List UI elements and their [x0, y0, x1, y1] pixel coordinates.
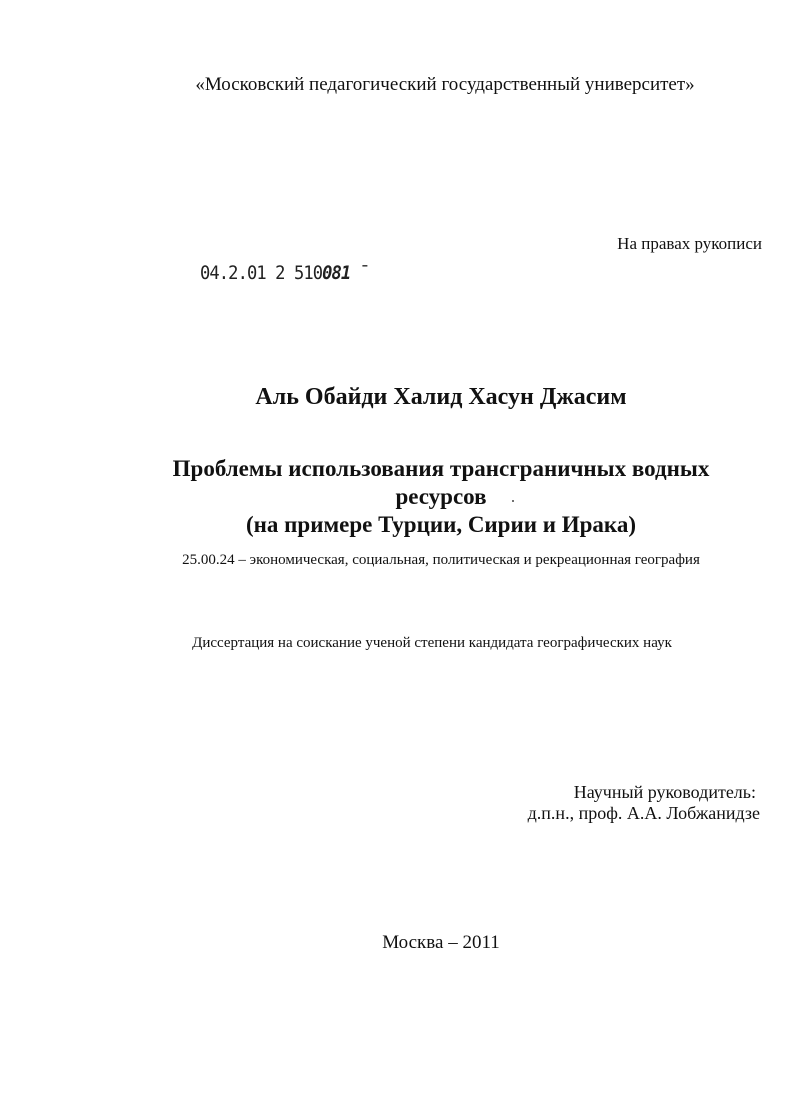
author-name: Аль Обайди Халид Хасун Джасим [255, 384, 627, 410]
title-line-1: Проблемы использования трансграничных водных [172, 456, 710, 481]
supervisor-name: д.п.н., проф. А.А. Лобжанидзе [527, 803, 760, 823]
stray-dot [512, 500, 514, 502]
stamp-number-handwritten: 081 [322, 262, 351, 284]
manuscript-rights-note: На правах рукописи [617, 234, 762, 253]
title-line-2: ресурсов [395, 484, 487, 509]
degree-statement: Диссертация на соискание ученой степени кандидата географических наук [192, 635, 672, 651]
supervisor-label: Научный руководитель: [573, 782, 756, 802]
specialty-code: 25.00.24 – экономическая, социальная, политическая и рекреационная география [182, 552, 700, 568]
dissertation-title [0, 455, 792, 539]
title-line-3: (на примере Турции, Сирии и Ирака) [246, 512, 636, 537]
registration-stamp [200, 262, 369, 284]
stamp-number: 04.2.01 2 510 [200, 262, 323, 284]
university-name: «Московский педагогический государственный университет» [195, 74, 695, 95]
city-year: Москва – 2011 [382, 932, 500, 953]
stamp-suffix: ˉ [350, 262, 370, 284]
